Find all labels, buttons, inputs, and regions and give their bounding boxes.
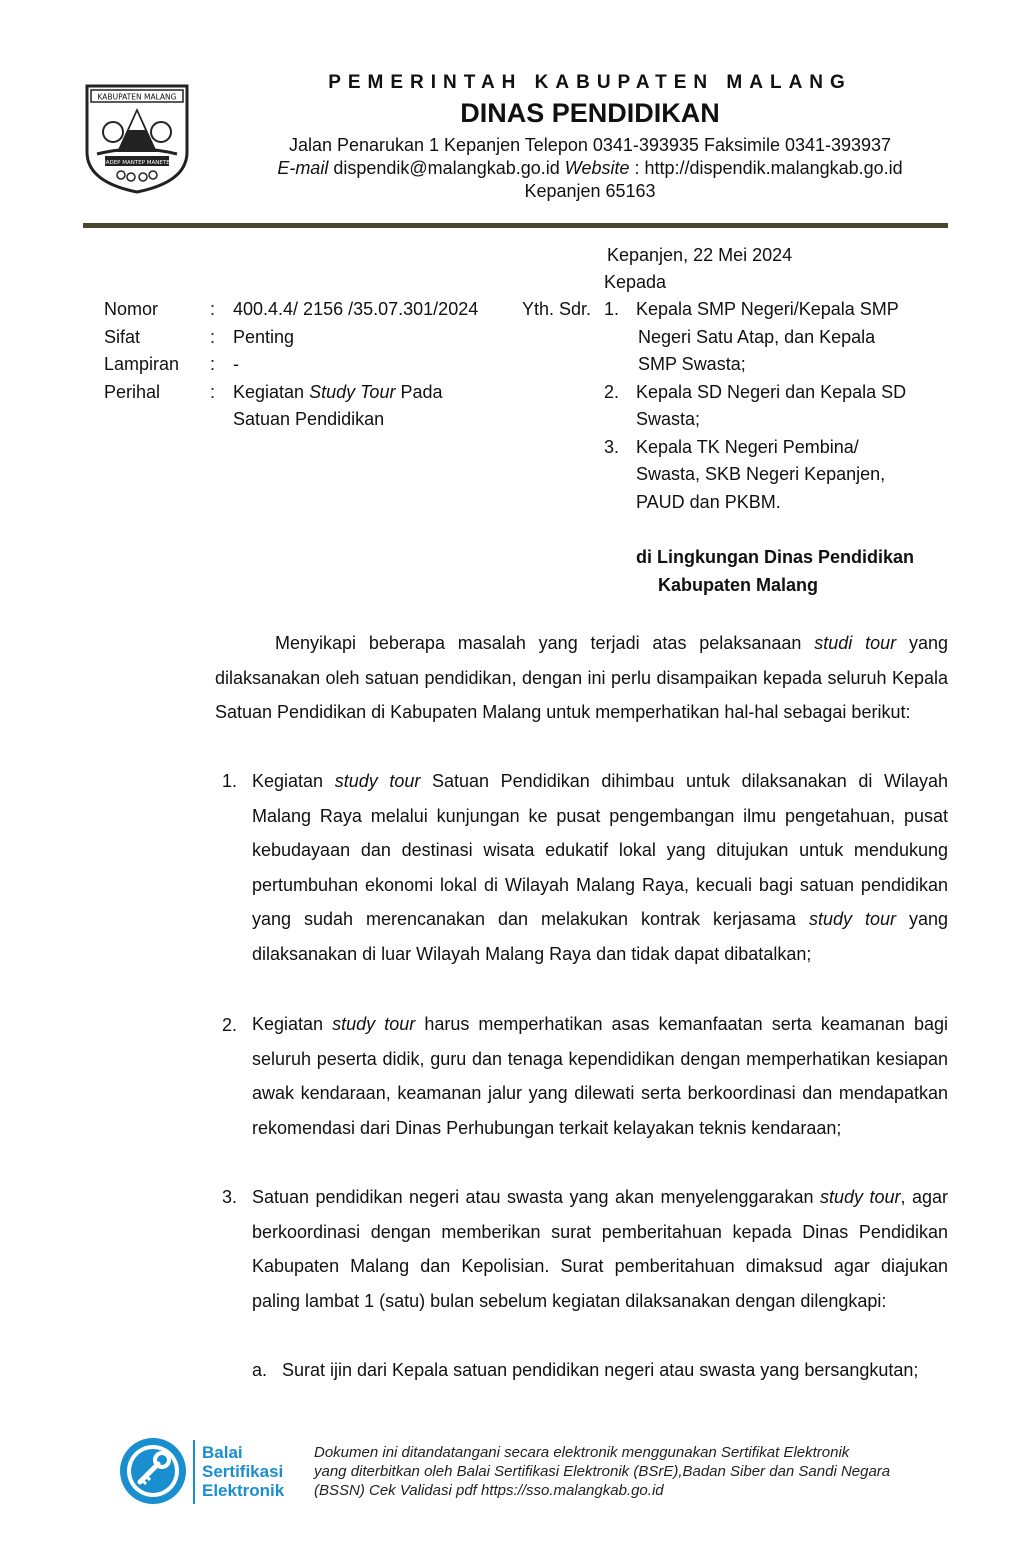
recipient-3-line: PAUD dan PKBM. xyxy=(636,492,781,512)
footer-note-line: yang diterbitkan oleh Balai Sertifikasi Elektronik (BSrE),Badan Siber dan Sandi Negara xyxy=(314,1463,891,1480)
letterhead-agency: DINAS PENDIDIKAN xyxy=(460,98,720,128)
kepada-label: Kepada xyxy=(604,272,667,292)
list-number: 1. xyxy=(222,771,238,791)
list-item: Satuan pendidikan negeri atau swasta yang akan menyelenggarakan study tour, agar berkoordinasi dengan memberikan surat pemberitahuan kepada Dinas Pendidikan Kabupaten Malang dan Kepolisian. Surat pemberitahuan dimaksud agar diajukan paling lambat 1 (satu) bulan sebelum kegiatan dilaksanakan dengan dilengkapi: xyxy=(252,1187,948,1311)
location-line: Kabupaten Malang xyxy=(658,575,819,595)
footer-note-line: Dokumen ini ditandatangani secara elektronik menggunakan Sertifikat Elektronik xyxy=(314,1444,850,1461)
recipient-1-line: SMP Swasta; xyxy=(638,354,746,374)
meta-colon: : xyxy=(210,327,216,347)
list-item: Kegiatan study tour Satuan Pendidikan dihimbau untuk dilaksanakan di Wilayah Malang Raya melalui kunjungan ke pusat pengembangan ilmu pengetahuan, pusat kebudayaan dan destinasi wisata edukatif lokal yang ditujukan untuk mendukung pertumbuhan ekonomi lokal di Wilayah Malang Raya, kecuali bagi satuan pendidikan yang sudah merencanakan dan melakukan kontrak kerjasama study tour yang dilaksanakan di luar Wilayah Malang Raya dan tidak dapat dibatalkan; xyxy=(252,771,949,964)
meta-colon: : xyxy=(210,382,216,402)
logo-motto: MADEP MANTEP MANETEP xyxy=(100,160,174,166)
recipient-2-line: Kepala SD Negeri dan Kepala SD xyxy=(636,382,907,402)
meta-label-nomor: Nomor xyxy=(104,299,159,319)
email: dispendik@malangkab.go.id xyxy=(333,158,560,178)
letterhead-contact xyxy=(240,158,940,179)
list-item: Kegiatan study tour harus memperhatikan asas kemanfaatan serta keamanan bagi seluruh peserta didik, guru dan tenaga kependidikan dengan memperhatikan kesiapan awak kendaraan, keamanan jalur yang dilewati serta berkoordinasi dan mendapatkan rekomendasi dari Dinas Perhubungan terkait kelayakan teknis kendaraan; xyxy=(252,1014,949,1138)
recipient-1-line: Negeri Satu Atap, dan Kepala xyxy=(638,327,876,347)
recipient-3-line: Swasta, SKB Negeri Kepanjen, xyxy=(636,464,886,484)
recipient-3-line: Kepala TK Negeri Pembina/ xyxy=(636,437,859,457)
meta-label-perihal: Perihal xyxy=(104,382,161,402)
meta-label-lampiran: Lampiran xyxy=(104,354,180,374)
intro-paragraph: Menyikapi beberapa masalah yang terjadi atas pelaksanaan studi tour yang dilaksanakan oleh satuan pendidikan, dengan ini perlu disampaikan kepada seluruh Kepala Satuan Pendidikan di Kabupaten Malang untuk memperhatikan hal-hal sebagai berikut: xyxy=(215,633,948,722)
footer-divider xyxy=(193,1440,195,1504)
footer-note-line: (BSSN) Cek Validasi pdf https://sso.malangkab.go.id xyxy=(314,1482,664,1499)
location-line: di Lingkungan Dinas Pendidikan xyxy=(636,547,915,567)
meta-value-perihal: Kegiatan Study Tour Pada xyxy=(233,382,443,402)
letter-date: Kepanjen, 22 Mei 2024 xyxy=(607,245,793,265)
regency-emblem-logo xyxy=(83,82,191,194)
meta-value-perihal-line2: Satuan Pendidikan xyxy=(233,409,385,429)
meta-value-lampiran: - xyxy=(233,354,239,374)
recipient-number: 3. xyxy=(604,437,620,457)
letterhead-address: Jalan Penarukan 1 Kepanjen Telepon 0341-393935 Faksimile 0341-393937 xyxy=(288,135,892,155)
recipient-number: 1. xyxy=(604,299,620,319)
yth-label: Yth. Sdr. xyxy=(522,299,592,319)
bsre-name-line: Sertifikasi xyxy=(202,1462,284,1481)
email-label: E-mail xyxy=(277,158,329,178)
bsre-logo-icon xyxy=(118,1436,188,1506)
recipient-2-line: Swasta; xyxy=(636,409,701,429)
letterhead-government: PEMERINTAH KABUPATEN MALANG xyxy=(328,72,852,93)
recipient-number: 2. xyxy=(604,382,620,402)
list-number: 2. xyxy=(222,1015,238,1035)
list-number: 3. xyxy=(222,1187,238,1207)
logo-text: KABUPATEN MALANG xyxy=(97,92,177,102)
meta-colon: : xyxy=(210,299,216,319)
meta-value-nomor: 400.4.4/ 2156 /35.07.301/2024 xyxy=(233,299,479,319)
meta-value-sifat: Penting xyxy=(233,327,295,347)
bsre-name-line: Elektronik xyxy=(202,1481,285,1500)
meta-colon: : xyxy=(210,354,216,374)
letterhead-divider xyxy=(83,223,948,228)
meta-label-sifat: Sifat xyxy=(104,327,141,347)
website: : http://dispendik.malangkab.go.id xyxy=(634,158,903,178)
recipient-1-line: Kepala SMP Negeri/Kepala SMP xyxy=(636,299,899,319)
sublist-letter: a. xyxy=(252,1360,268,1380)
bsre-name-line: Balai xyxy=(202,1443,243,1462)
letterhead-city: Kepanjen 65163 xyxy=(524,181,656,201)
sublist-item: Surat ijin dari Kepala satuan pendidikan negeri atau swasta yang bersangkutan; xyxy=(282,1360,919,1380)
website-label: Website xyxy=(564,158,630,178)
